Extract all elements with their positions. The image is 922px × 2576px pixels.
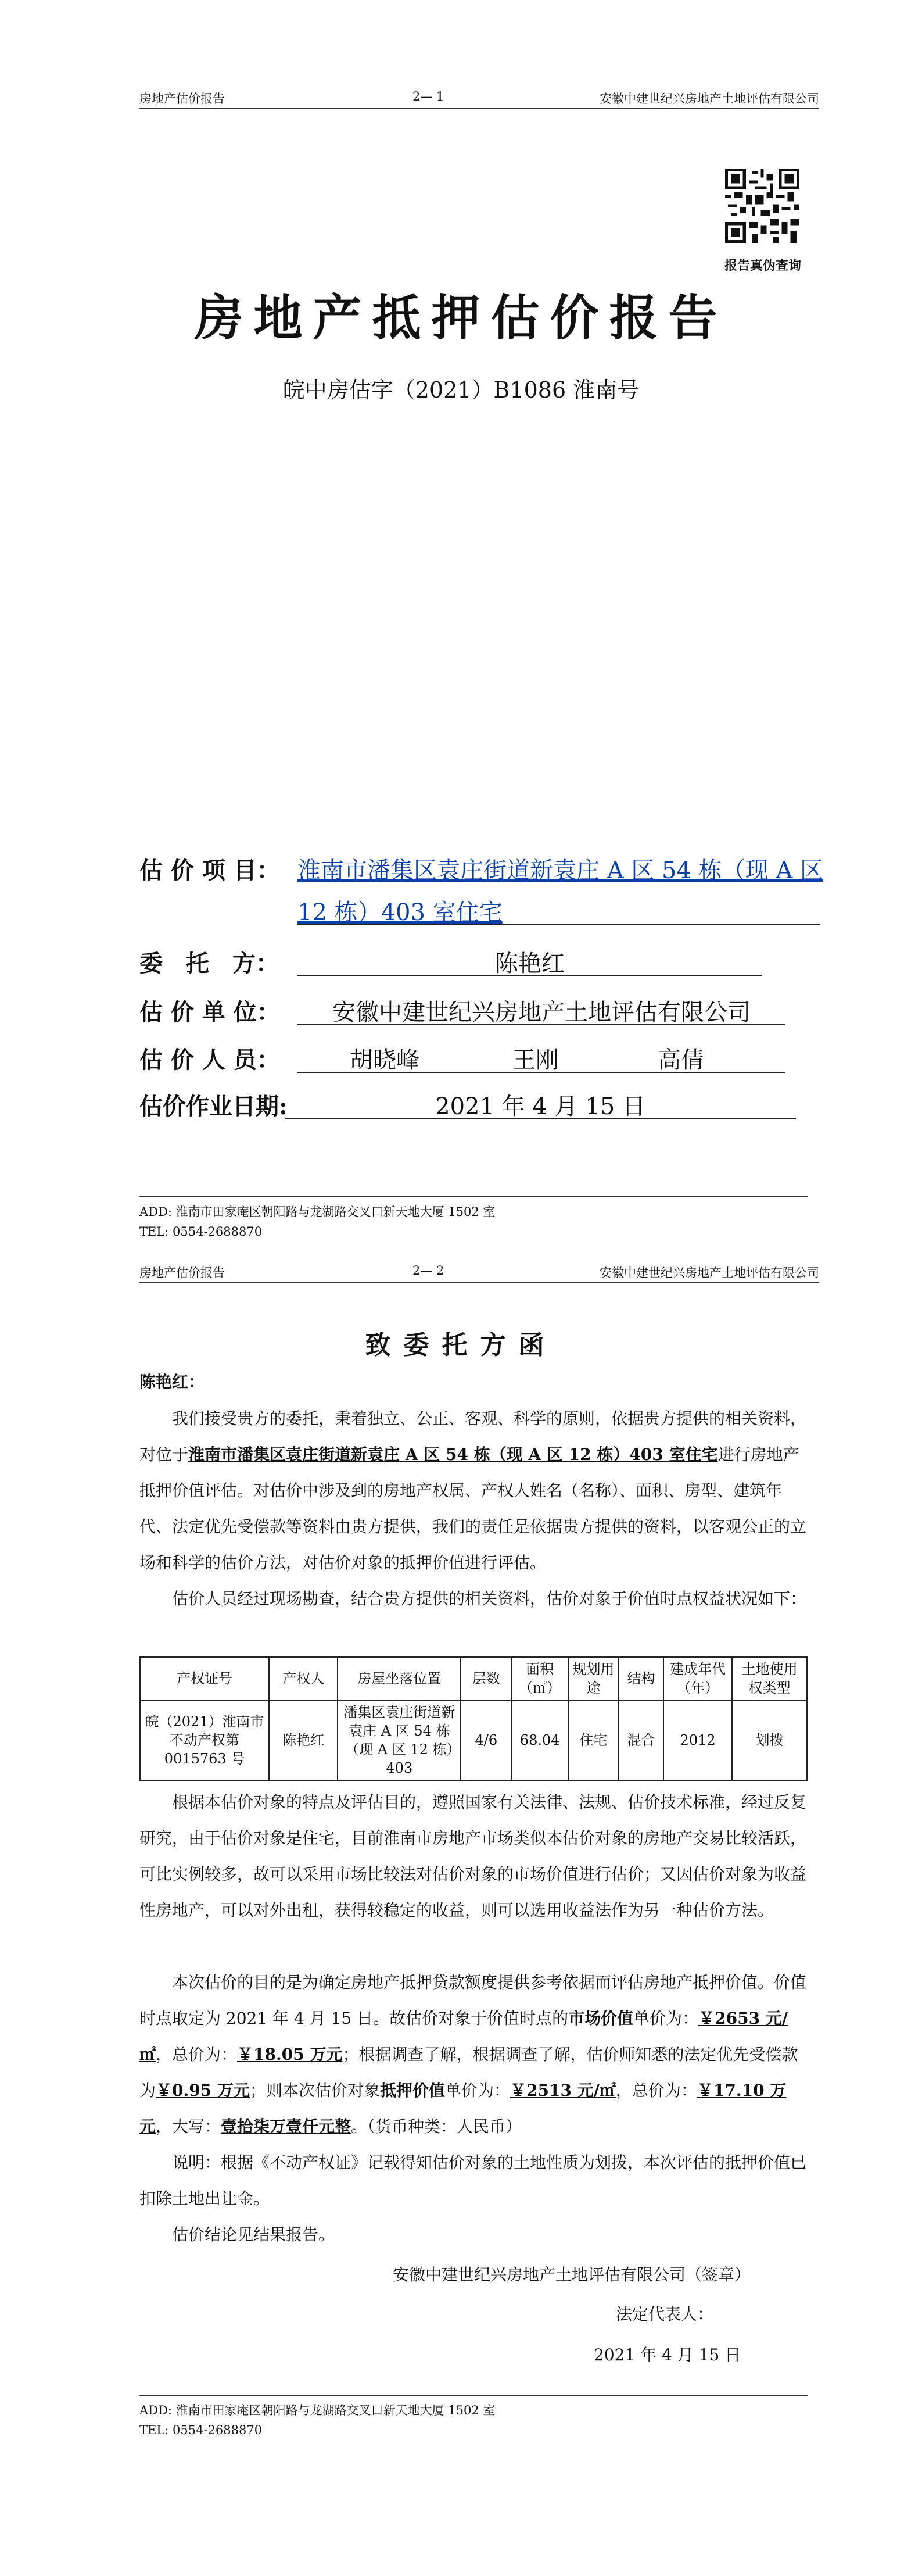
unit-value: 安徽中建世纪兴房地产土地评估有限公司: [297, 994, 785, 1025]
project-label: 估 价 项 目：: [139, 857, 280, 884]
qr-code-icon[interactable]: [725, 169, 799, 243]
date-label: 估价作业日期:: [139, 1093, 288, 1120]
table-cell: 4/6: [461, 1700, 511, 1780]
table-header: 房屋坐落位置: [338, 1657, 461, 1700]
valuation-text: ，总价为：: [615, 2081, 697, 2100]
table-cell: 住宅: [568, 1700, 619, 1780]
header-company: 安徽中建世纪兴房地产土地评估有限公司: [600, 1266, 819, 1280]
letter-title: 致委托方函: [365, 1330, 557, 1360]
client-value: 陈艳红: [297, 945, 762, 976]
table-row: [140, 1700, 807, 1780]
table-header: 面积（㎡）: [511, 1657, 568, 1700]
header-company: 安徽中建世纪兴房地产土地评估有限公司: [600, 92, 819, 106]
footer-phone: TEL: 0554-2688870: [139, 1225, 263, 1239]
table-header: 建成年代（年）: [663, 1657, 732, 1700]
signature-representative: 法定代表人：: [616, 2305, 714, 2324]
qr-caption: 报告真伪查询: [724, 258, 801, 273]
salutation: 陈艳红：: [139, 1372, 205, 1391]
paragraph-status: 估价人员经过现场勘查，结合贵方提供的相关资料，估价对象于价值时点权益状况如下：: [172, 1589, 807, 1608]
valuation-text: 本次估价的目的是为确定房地产抵押贷款额度提供参考依据而评估房地产抵押价值。价值时点取定为 2021 年 4 月 15 日。故估价对象于价值时点的: [139, 1973, 807, 2028]
header-page-number: 2— 2: [412, 1264, 444, 1278]
table-header: 土地使用权类型: [732, 1657, 807, 1700]
valuation-text: 单价为：: [445, 2081, 511, 2100]
property-table: [139, 1656, 808, 1781]
staff-name: 王刚: [512, 1047, 559, 1074]
intro-text-c: 进行房地产抵押价值评估。对估价中涉及到的房地产权属、产权人姓名（名称）、面积、房型、建筑年代、法定优先受偿款等资料由贵方提供，我们的责任是依据贵方提供的资料，以客观公正的立场和科学的估价方法，对估价对象的抵押价值进行评估。: [139, 1445, 807, 1572]
valuation-text: ，总价为：: [156, 2045, 238, 2064]
paragraph-note: 说明：根据《不动产权证》记载得知估价对象的土地性质为划拨，本次评估的抵押价值已扣除土地出让金。: [139, 2153, 807, 2208]
header-left: 房地产估价报告: [139, 1266, 225, 1280]
paragraph-valuation: [139, 1965, 808, 2145]
project-value-line1: 淮南市潘集区袁庄街道新袁庄 A 区 54 栋（现 A 区: [297, 857, 823, 884]
page-footer: [139, 1196, 808, 1242]
entrust-letter-page: [0, 1261, 922, 2576]
valuation-text: ；根据调查了解，根据调查了解，估价师知悉的法定优先受偿款为: [139, 2045, 798, 2100]
report-cover-page: [0, 0, 922, 1261]
table-cell: 划拨: [732, 1700, 807, 1780]
table-header: 结构: [619, 1657, 663, 1700]
valuation-text: 。（货币种类：人民币）: [351, 2117, 522, 2136]
valuation-text: ；则本次估价对象: [249, 2081, 380, 2100]
staff-name: 高倩: [658, 1047, 704, 1074]
page-header: [139, 1261, 819, 1283]
table-cell: 2012: [663, 1700, 732, 1780]
paragraph-conclusion: 估价结论见结果报告。: [172, 2225, 335, 2244]
signature-date: 2021 年 4 月 15 日: [594, 2345, 741, 2364]
table-header: 产权人: [269, 1657, 338, 1700]
table-cell: 混合: [619, 1700, 663, 1780]
valuation-text: 单价为：: [633, 2009, 699, 2028]
document-number: 皖中房估字（2021）B1086 淮南号: [282, 377, 640, 403]
footer-phone: TEL: 0554-2688870: [139, 2423, 263, 2437]
page-header: [139, 87, 819, 109]
table-cell: 皖（2021）淮南市不动产权第0015763 号: [140, 1700, 269, 1780]
header-page-number: 2— 1: [412, 90, 444, 103]
table-header-row: [140, 1657, 807, 1700]
date-value: 2021 年 4 月 15 日: [285, 1088, 796, 1119]
mortgage-unit-price: ￥2513 元/㎡: [510, 2081, 616, 2100]
market-unit-price: ￥2653 元/㎡: [139, 2009, 788, 2064]
priority-claim-amount: ￥0.95 万元: [156, 2081, 250, 2100]
project-value-line2: 12 栋）403 室住宅: [297, 894, 820, 925]
staff-label: 估 价 人 员：: [139, 1046, 280, 1074]
market-total-price: ￥18.05 万元: [237, 2045, 343, 2064]
header-left: 房地产估价报告: [139, 92, 225, 106]
staff-line: [297, 1042, 785, 1073]
client-label: 委 托 方：: [139, 950, 279, 977]
paragraph-intro: [139, 1401, 808, 1581]
property-address: 淮南市潘集区袁庄街道新袁庄 A 区 54 栋（现 A 区 12 栋）403 室住宅: [188, 1445, 718, 1464]
table-header: 产权证号: [140, 1657, 269, 1700]
footer-address: ADD: 淮南市田家庵区朝阳路与龙湖路交叉口新天地大厦 1502 室: [139, 1205, 496, 1219]
market-value-label: 市场价值: [568, 2009, 634, 2028]
table-header: 层数: [461, 1657, 511, 1700]
staff-name: 胡晓峰: [350, 1047, 419, 1074]
page-footer: [139, 2395, 808, 2440]
signature-company: 安徽中建世纪兴房地产土地评估有限公司（签章）: [393, 2265, 751, 2284]
table-cell: 潘集区袁庄街道新袁庄 A 区 54 栋（现 A 区 12 栋）403: [338, 1700, 461, 1780]
mortgage-total-price: ￥17.10 万元: [139, 2081, 787, 2136]
table-header: 规划用途: [568, 1657, 619, 1700]
unit-label: 估 价 单 位：: [139, 999, 280, 1026]
table-cell: 陈艳红: [269, 1700, 338, 1780]
report-title: 房地产抵押估价报告: [194, 289, 728, 346]
valuation-text: ，大写：: [156, 2117, 221, 2136]
footer-address: ADD: 淮南市田家庵区朝阳路与龙湖路交叉口新天地大厦 1502 室: [139, 2403, 496, 2417]
intro-text-a: 我们接受贵方的委托，秉着独立、公正、客观、科学的原则，依据贵方提供的相关资料，对位于: [139, 1409, 807, 1464]
mortgage-total-words: 壹拾柒万壹仟元整: [221, 2117, 351, 2136]
paragraph-method: 根据本估价对象的特点及评估目的，遵照国家有关法律、法规、估价技术标准，经过反复研究，由于估价对象是住宅，目前淮南市房地产市场类似本估价对象的房地产交易比较活跃，可比实例较多，故可以采用市场比较法对估价对象的市场价值进行估价；又因估价对象为收益性房地产，可以对外出租，获得较稳定的收益，则可以选用收益法作为另一种估价方法。: [139, 1793, 807, 1920]
mortgage-value-label: 抵押价值: [379, 2081, 445, 2100]
table-cell: 68.04: [511, 1700, 568, 1780]
